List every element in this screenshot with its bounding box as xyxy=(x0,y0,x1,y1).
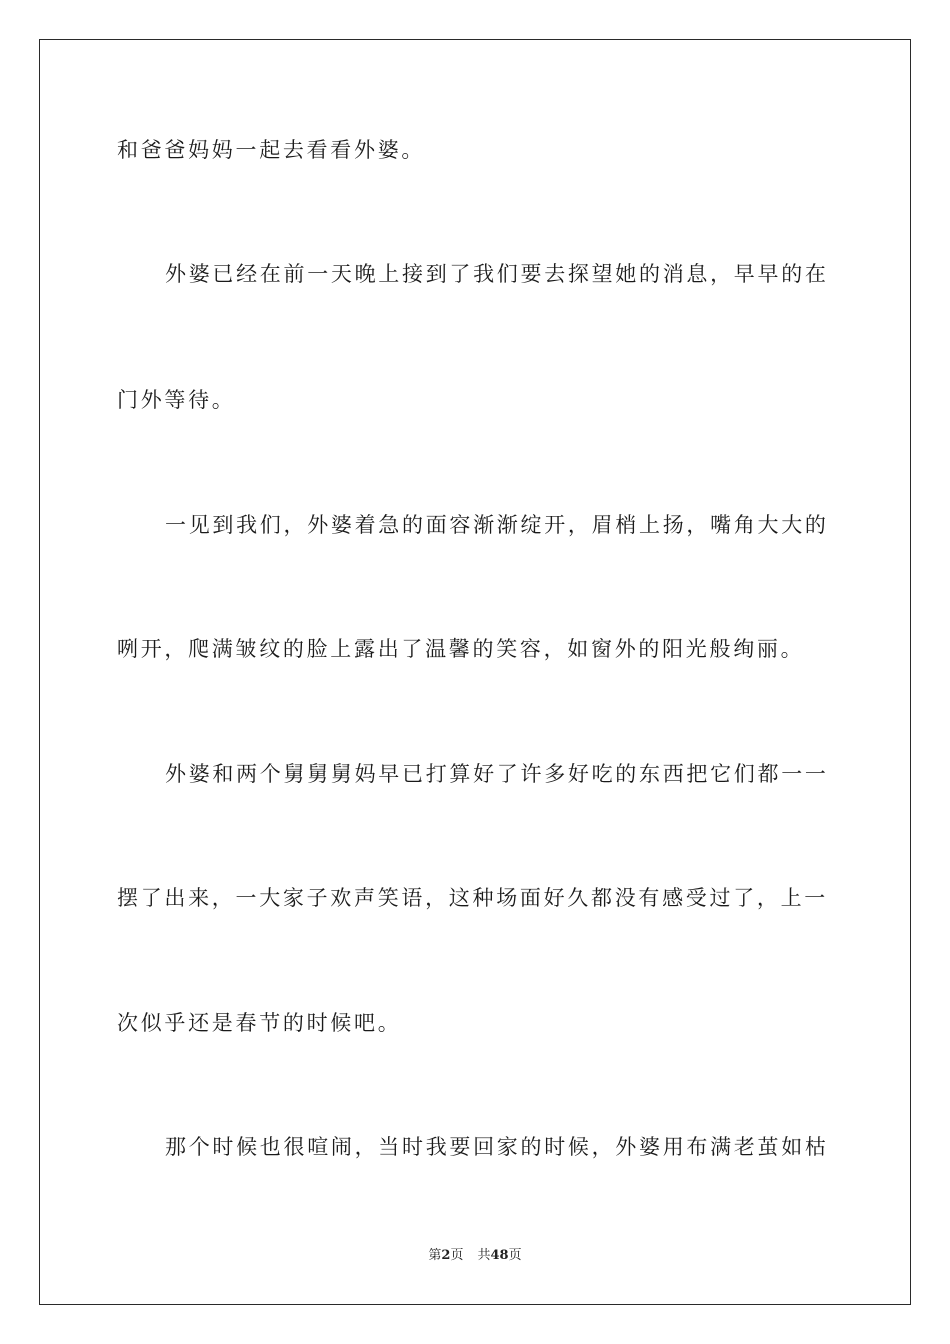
total-pages: 48 xyxy=(490,1248,509,1263)
page-suffix: 页 xyxy=(450,1248,464,1263)
text-line-3: 门外等待。 xyxy=(117,388,236,412)
text-line-8: 次似乎还是春节的时候吧。 xyxy=(117,1011,402,1035)
total-suffix: 页 xyxy=(508,1248,522,1263)
page-number: 2 xyxy=(441,1248,451,1263)
text-line-6: 外婆和两个舅舅舅妈早已打算好了许多好吃的东西把它们都一一 xyxy=(165,762,829,786)
text-line-4: 一见到我们，外婆着急的面容渐渐绽开，眉梢上扬，嘴角大大的 xyxy=(165,513,829,537)
page-border xyxy=(39,39,911,1305)
total-prefix: 共 xyxy=(477,1248,491,1263)
text-line-1: 和爸爸妈妈一起去看看外婆。 xyxy=(117,138,426,162)
text-line-7: 摆了出来，一大家子欢声笑语，这种场面好久都没有感受过了，上一 xyxy=(117,886,828,910)
page-prefix: 第 xyxy=(428,1248,442,1263)
text-line-5: 咧开，爬满皱纹的脸上露出了温馨的笑容，如窗外的阳光般绚丽。 xyxy=(117,637,805,661)
text-line-9: 那个时候也很喧闹，当时我要回家的时候，外婆用布满老茧如枯 xyxy=(165,1135,829,1159)
text-line-2: 外婆已经在前一天晚上接到了我们要去探望她的消息，早早的在 xyxy=(165,262,829,286)
page-footer xyxy=(0,1248,950,1264)
